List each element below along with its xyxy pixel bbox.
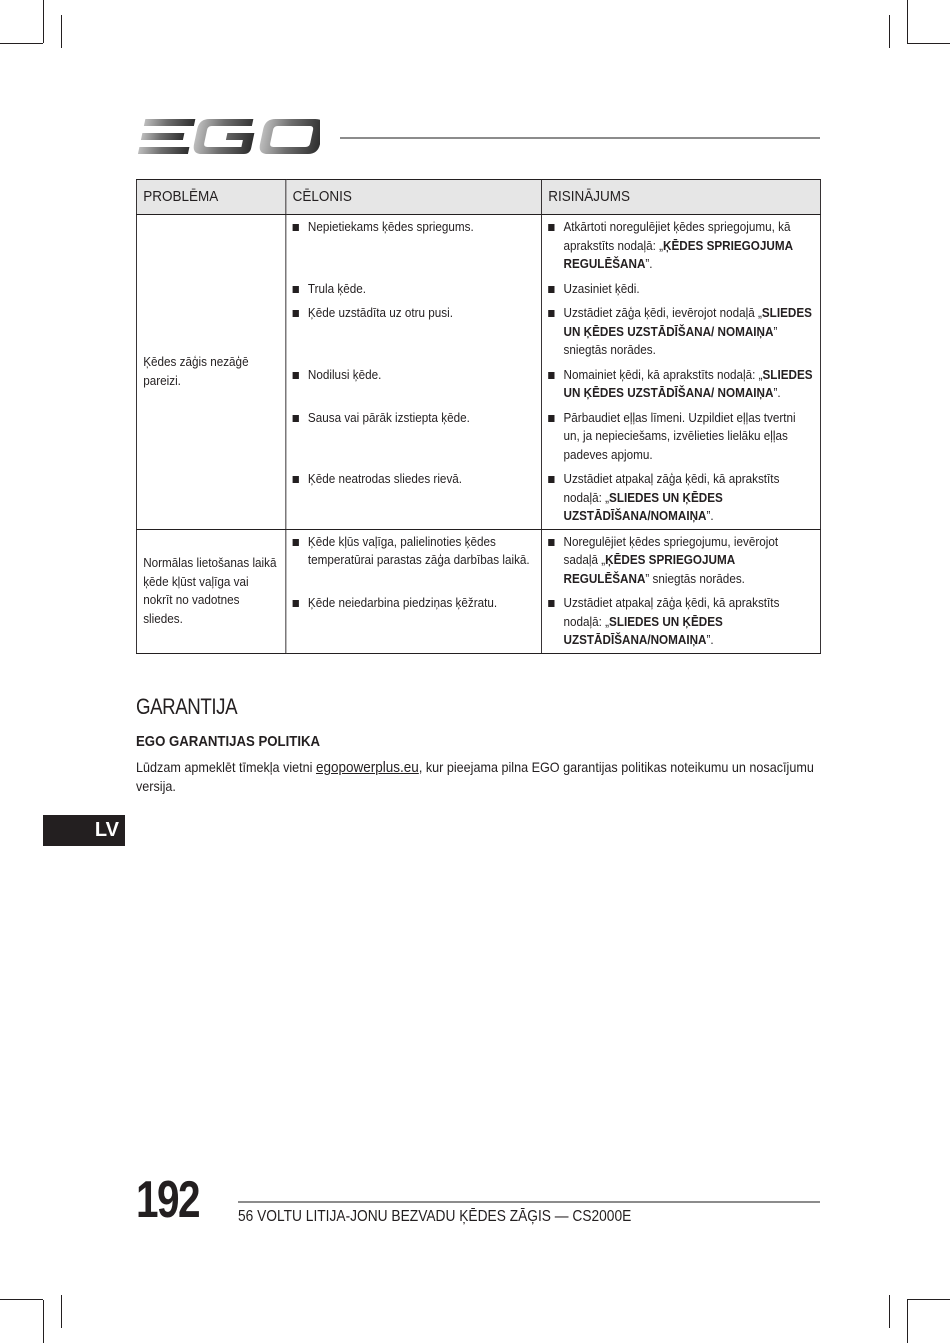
problem-cell: Ķēdes zāģis nezāģē pareizi. [136, 215, 285, 530]
solution-cell: Pārbaudiet eļļas līmeni. Uzpildiet eļļas tvertni un, ja nepieciešams, izvēlieties lielāku eļļas padeves apjomu. [541, 406, 820, 468]
crop-mark [43, 1300, 44, 1343]
column-header-solution: RISINĀJUMS [541, 180, 820, 215]
crop-mark [0, 43, 43, 44]
crop-mark [907, 43, 950, 44]
cause-cell: Nepietiekams ķēdes spriegums. [286, 215, 542, 277]
problem-cell: Normālas lietošanas laikā ķēde kļūst vaļīga vai nokrīt no vadotnes sliedes. [136, 529, 285, 653]
subsection-title: EGO GARANTIJAS POLITIKA [136, 733, 321, 750]
page-number: 192 [136, 1171, 199, 1229]
bullet-icon [548, 372, 554, 379]
warranty-link[interactable]: egopowerplus.eu [315, 759, 419, 776]
bullet-icon [293, 372, 299, 379]
crop-mark [43, 0, 44, 43]
crop-mark [907, 0, 908, 43]
crop-mark [889, 15, 890, 48]
bullet-icon [293, 415, 299, 422]
section-title: GARANTIJA [136, 694, 238, 719]
ego-logo [136, 116, 320, 158]
bullet-icon [293, 286, 299, 293]
table-header-row [136, 180, 820, 215]
bullet-icon [293, 310, 299, 317]
bullet-icon [293, 476, 299, 483]
solution-cell: Noregulējiet ķēdes spriegojumu, ievērojot sadaļā „ĶĒDES SPRIEGOJUMA REGULĒŠANA” sniegtās norādes. [541, 529, 820, 591]
bullet-icon [548, 286, 554, 293]
solution-cell: Uzasiniet ķēdi. [541, 277, 820, 302]
language-tab: LV [43, 815, 125, 846]
bullet-icon [548, 224, 554, 231]
solution-cell: Nomainiet ķēdi, kā aprakstīts nodaļā: „SLIEDES UN ĶĒDES UZSTĀDĪŠANA/ NOMAIŅA”. [541, 363, 820, 406]
column-header-problem: PROBLĒMA [136, 180, 285, 215]
cause-cell: Ķēde uzstādīta uz otru pusi. [286, 301, 542, 363]
troubleshooting-table [136, 179, 821, 654]
crop-mark [61, 1295, 62, 1328]
bullet-icon [293, 539, 299, 546]
bullet-icon [548, 310, 554, 317]
table-row [136, 529, 820, 591]
bullet-icon [293, 224, 299, 231]
solution-cell: Uzstādiet atpakaļ zāģa ķēdi, kā aprakstīts nodaļā: „SLIEDES UN ĶĒDES UZSTĀDĪŠANA/NOMAIŅA”. [541, 591, 820, 653]
bullet-icon [548, 476, 554, 483]
header-rule [340, 137, 820, 139]
cause-cell: Ķēde kļūs vaļīga, palielinoties ķēdes temperatūrai parastas zāģa darbības laikā. [286, 529, 542, 591]
table-row [136, 215, 820, 277]
cause-cell: Nodilusi ķēde. [286, 363, 542, 406]
cause-cell: Sausa vai pārāk izstiepta ķēde. [286, 406, 542, 468]
column-header-cause: CĒLONIS [286, 180, 542, 215]
crop-mark [889, 1295, 890, 1328]
bullet-icon [548, 600, 554, 607]
cause-cell: Ķēde neatrodas sliedes rievā. [286, 467, 542, 529]
solution-cell: Atkārtoti noregulējiet ķēdes spriegojumu, kā aprakstīts nodaļā: „ĶĒDES SPRIEGOJUMA REGULĒŠANA”. [541, 215, 820, 277]
cause-cell: Ķēde neiedarbina piedziņas ķēžratu. [286, 591, 542, 653]
footer-title: 56 VOLTU LITIJA-JONU BEZVADU ĶĒDES ZĀĢIS — CS2000E [238, 1208, 632, 1225]
cause-cell: Trula ķēde. [286, 277, 542, 302]
crop-mark [907, 1300, 908, 1343]
bullet-icon [548, 539, 554, 546]
solution-cell: Uzstādiet zāģa ķēdi, ievērojot nodaļā „SLIEDES UN ĶĒDES UZSTĀDĪŠANA/ NOMAIŅA” sniegtās norādes. [541, 301, 820, 363]
bullet-icon [548, 415, 554, 422]
crop-mark [61, 15, 62, 48]
crop-mark [907, 1299, 950, 1300]
footer-rule [238, 1201, 820, 1203]
solution-cell: Uzstādiet atpakaļ zāģa ķēdi, kā aprakstīts nodaļā: „SLIEDES UN ĶĒDES UZSTĀDĪŠANA/NOMAIŅA”. [541, 467, 820, 529]
warranty-paragraph: Lūdzam apmeklēt tīmekļa vietni egopowerplus.eu, kur pieejama pilna EGO garantijas politikas noteikumu un nosacījumu versija. [136, 759, 814, 794]
bullet-icon [293, 600, 299, 607]
crop-mark [0, 1299, 43, 1300]
